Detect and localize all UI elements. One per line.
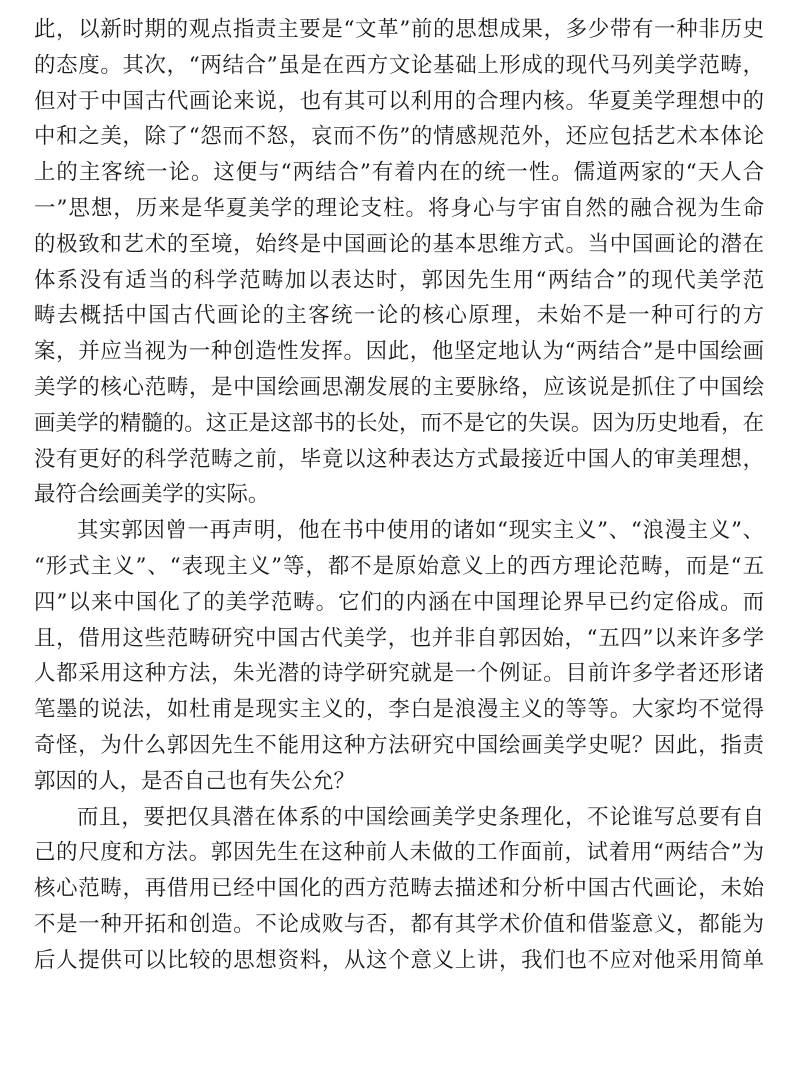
text-line: 郭因的人，是否自己也有失公允？ (34, 768, 355, 794)
text-line: 核心范畴，再借用已经中国化的西方范畴去描述和分析中国古代画论，未始 (34, 876, 764, 902)
text-line: 但对于中国古代画论来说，也有其可以利用的合理内核。华夏美学理想中的 (34, 88, 764, 114)
text-line: 上的主客统一论。这便与“两结合”有着内在的统一性。儒道两家的“天人合 (34, 160, 764, 186)
text-line: 奇怪，为什么郭因先生不能用这种方法研究中国绘画美学史呢？因此，指责 (34, 732, 764, 758)
paragraph-2 (34, 513, 764, 799)
text-line: 此，以新时期的观点指责主要是“文革”前的思想成果，多少带有一种非历史 (34, 17, 764, 42)
paragraph-1 (34, 12, 764, 513)
text-line: 四”以来中国化了的美学范畴。它们的内涵在中国理论界早已约定俗成。而 (34, 589, 764, 615)
text-line: 己的尺度和方法。郭因先生在这种前人未做的工作面前，试着用“两结合”为 (34, 840, 764, 866)
text-line: 而且，要把仅具潜在体系的中国绘画美学史条理化，不论谁写总要有自 (77, 804, 764, 830)
text-line: “形式主义”、“表现主义”等，都不是原始意义上的西方理论范畴，而是“五 (34, 553, 764, 579)
text-line: 不是一种开拓和创造。不论成败与否，都有其学术价值和借鉴意义，都能为 (34, 911, 764, 937)
text-line: 且，借用这些范畴研究中国古代美学，也并非自郭因始，“五四”以来许多学 (34, 625, 764, 651)
text-line: 体系没有适当的科学范畴加以表达时，郭因先生用“两结合”的现代美学范 (34, 267, 764, 293)
text-line: 其实郭因曾一再声明，他在书中使用的诸如“现实主义”、“浪漫主义”、 (77, 518, 764, 544)
text-line: 案，并应当视为一种创造性发挥。因此，他坚定地认为“两结合”是中国绘画 (34, 339, 764, 365)
text-line: 人都采用这种方法，朱光潜的诗学研究就是一个例证。目前许多学者还形诸 (34, 661, 764, 687)
text-line: 笔墨的说法，如杜甫是现实主义的，李白是浪漫主义的等等。大家均不觉得 (34, 697, 764, 723)
text-line: 美学的核心范畴，是中国绘画思潮发展的主要脉络，应该说是抓住了中国绘 (34, 374, 764, 400)
document-page (34, 12, 764, 979)
text-line: 后人提供可以比较的思想资料，从这个意义上讲，我们也不应对他采用简单 (34, 947, 764, 973)
text-line: 画美学的精髓的。这正是这部书的长处，而不是它的失误。因为历史地看，在 (34, 410, 764, 436)
text-line: 畴去概括中国古代画论的主客统一论的核心原理，未始不是一种可行的方 (34, 303, 764, 329)
text-line: 中和之美，除了“怨而不怒，哀而不伤”的情感规范外，还应包括艺术本体论 (34, 124, 764, 150)
paragraph-3 (34, 800, 764, 979)
text-line: 的极致和艺术的至境，始终是中国画论的基本思维方式。当中国画论的潜在 (34, 231, 764, 257)
text-line: 最符合绘画美学的实际。 (34, 482, 270, 508)
text-line: 的态度。其次，“两结合”虽是在西方文论基础上形成的现代马列美学范畴， (34, 52, 764, 78)
text-line: 没有更好的科学范畴之前，毕竟以这种表达方式最接近中国人的审美理想， (34, 446, 764, 472)
text-line: 一”思想，历来是华夏美学的理论支柱。将身心与宇宙自然的融合视为生命 (34, 195, 764, 221)
